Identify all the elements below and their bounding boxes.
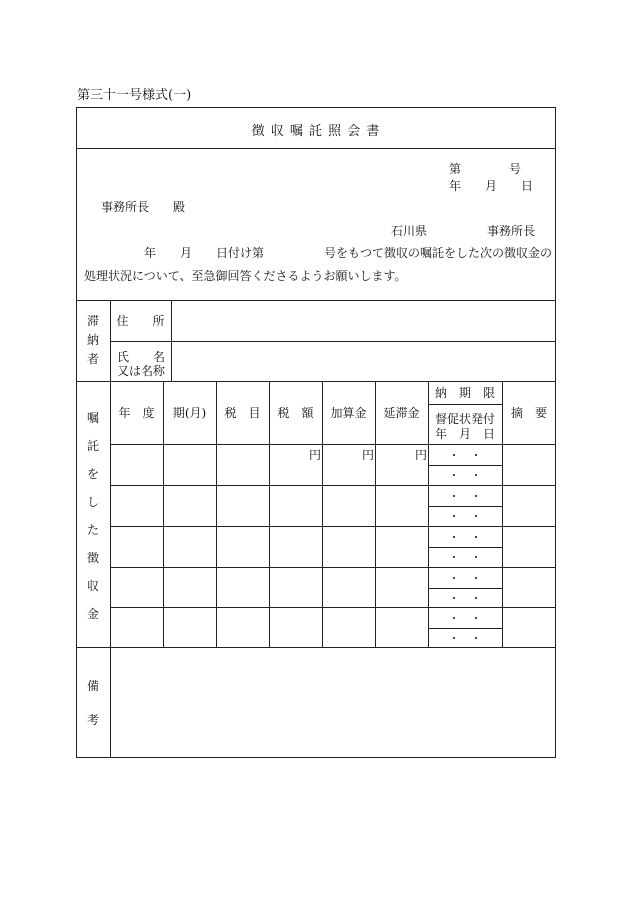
name-field[interactable] [172,342,555,380]
unit-yen-delinquency: 円 [415,448,428,462]
col-header-tax-item: 税 目 [224,406,261,420]
collection-char: を [86,467,99,481]
col-header-deadline: 納 期 限 [434,386,495,400]
taxpayer-char: 者 [86,352,99,366]
date-dots: ・ ・ [448,571,482,585]
collection-char: 金 [86,607,99,621]
collection-char: た [86,523,99,537]
collection-char: 収 [86,579,99,593]
address-label: 住 所 [116,314,165,328]
document-number: 第 号 [449,162,522,176]
collection-char: 嘱 [86,411,99,425]
date-dots: ・ ・ [448,489,482,503]
unit-yen-tax: 円 [309,448,322,462]
date-dots: ・ ・ [448,530,482,544]
col-header-reminder: 督促状発付 [434,412,495,426]
notes-char: 備 [86,679,99,693]
col-header-reminder-date: 年 月 日 [434,427,495,441]
col-header-delinquency: 延滞金 [383,406,420,420]
date-dots: ・ ・ [448,469,482,482]
address-field[interactable] [172,301,555,340]
name-label-1: 氏 名 [117,350,166,364]
col-header-year: 年 度 [118,406,155,420]
taxpayer-char: 滞 [86,314,99,328]
collection-char: 託 [86,439,99,453]
body-line-2: 処理状況について、至急御回答くださるようお願いします。 [84,269,407,283]
notes-char: 考 [86,713,99,727]
notes-field[interactable] [111,648,555,757]
date-dots: ・ ・ [448,631,482,645]
unit-yen-surcharge: 円 [362,448,375,462]
form-number: 第三十一号様式(一) [77,88,192,103]
taxpayer-char: 納 [86,333,99,347]
date-dots: ・ ・ [448,611,482,625]
collection-char: 徴 [86,551,99,565]
sender: 石川県 事務所長 [391,224,536,238]
col-header-surcharge: 加算金 [330,406,367,420]
date-dots: ・ ・ [448,591,482,605]
date-dots: ・ ・ [448,448,482,462]
col-header-tax-amount: 税 額 [277,406,314,420]
document-date: 年 月 日 [449,179,534,193]
form-title: 徴 収 嘱 託 照 会 書 [251,124,381,139]
name-label-2: 又は名称 [117,364,166,378]
col-header-period: 期(月) [172,406,207,420]
date-dots: ・ ・ [448,510,482,523]
date-dots: ・ ・ [448,551,482,564]
col-header-remarks: 摘 要 [510,406,547,420]
addressee: 事務所長 殿 [101,200,186,214]
body-line-1: 年 月 日付け第 号をもつて徴収の嘱託をした次の徴収金の [144,246,553,260]
collection-char: し [86,495,99,509]
